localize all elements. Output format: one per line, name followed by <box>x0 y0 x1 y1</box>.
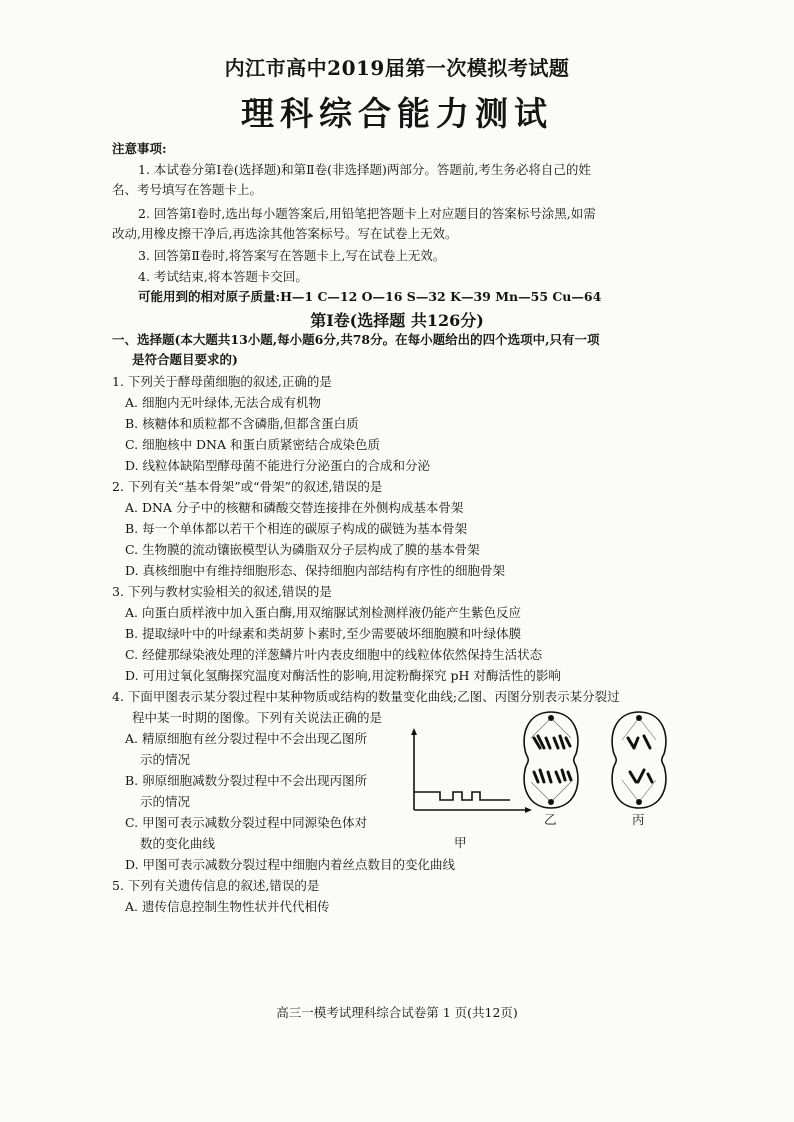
q1-option-d: D. 线粒体缺陷型酵母菌不能进行分泌蛋白的合成和分泌 <box>125 458 431 473</box>
spindle-fiber <box>551 782 571 802</box>
q3-option-a: A. 向蛋白质样液中加入蛋白酶,用双缩脲试剂检测样液仍能产生紫色反应 <box>125 605 521 620</box>
section-instruction-a: 一、选择题(本大题共13小题,每小题6分,共78分。在每小题给出的四个选项中,只有一项 <box>112 332 600 347</box>
q1-stem: 1. 下列关于酵母菌细胞的叙述,正确的是 <box>112 374 332 389</box>
centrosome <box>636 715 642 721</box>
chromosomes-bottom <box>630 770 652 782</box>
figure-yi-cell <box>516 708 586 812</box>
note-3: 3. 回答第Ⅱ卷时,将答案写在答题卡上,写在试卷上无效。 <box>138 248 446 263</box>
note-2a: 2. 回答第Ⅰ卷时,选出每小题答案后,用铅笔把答题卡上对应题目的答案标号涂黑,如需 <box>138 206 596 221</box>
q4-option-c-line2: 数的变化曲线 <box>140 836 216 851</box>
chromosomes-bottom <box>534 770 571 782</box>
spindle-fiber <box>531 718 551 738</box>
cell-membrane <box>524 712 578 808</box>
spindle-fiber <box>639 780 656 802</box>
q2-option-a: A. DNA 分子中的核糖和磷酸交替连接排在外侧构成基本骨架 <box>125 500 464 515</box>
q1-option-b: B. 核糖体和质粒都不含磷脂,但都含蛋白质 <box>125 416 359 431</box>
q3-stem: 3. 下列与教材实验相关的叙述,错误的是 <box>112 584 332 599</box>
q2-option-b: B. 每一个单体都以若干个相连的碳原子构成的碳链为基本骨架 <box>125 521 468 536</box>
chromosomes-top <box>628 736 650 748</box>
figure-jia-label: 甲 <box>454 835 467 850</box>
centrosome <box>548 799 554 805</box>
q5-stem: 5. 下列有关遗传信息的叙述,错误的是 <box>112 878 320 893</box>
note-4: 4. 考试结束,将本答题卡交回。 <box>138 269 308 284</box>
q4-option-a-line2: 示的情况 <box>140 752 191 767</box>
q4-option-a-line1: A. 精原细胞有丝分裂过程中不会出现乙图所 <box>125 731 367 746</box>
graph-curve <box>414 792 510 800</box>
q5-option-a: A. 遗传信息控制生物性状并代代相传 <box>125 899 330 914</box>
exam-title: 内江市高中2019届第一次模拟考试题 <box>224 56 570 80</box>
section-instruction-b: 是符合题目要求的) <box>132 352 238 367</box>
q3-option-c: C. 经健那绿染液处理的洋葱鳞片叶内表皮细胞中的线粒体依然保持生活状态 <box>125 647 543 662</box>
q4-stem-b: 程中某一时期的图像。下列有关说法正确的是 <box>132 710 383 725</box>
figure-bing-cell <box>604 708 674 812</box>
q3-option-b: B. 提取绿叶中的叶绿素和类胡萝卜素时,至少需要破坏细胞膜和叶绿体膜 <box>125 626 522 641</box>
q1-option-c: C. 细胞核中 DNA 和蛋白质紧密结合成染色质 <box>125 437 380 452</box>
chromosomes-top <box>534 736 570 748</box>
page-footer: 高三一模考试理科综合试卷第 1 页(共12页) <box>276 1005 518 1020</box>
note-2b: 改动,用橡皮擦干净后,再选涂其他答案标号。写在试卷上无效。 <box>112 226 458 241</box>
note-1a: 1. 本试卷分第Ⅰ卷(选择题)和第Ⅱ卷(非选择题)两部分。答题前,考生务必将自己的姓 <box>138 162 591 177</box>
graph-y-arrow <box>411 728 417 735</box>
spindle-fiber <box>531 782 551 802</box>
note-1b: 名、考号填写在答题卡上。 <box>112 182 263 197</box>
q4-option-c-line1: C. 甲图可表示减数分裂过程中同源染色体对 <box>125 815 368 830</box>
q4-option-d: D. 甲图可表示减数分裂过程中细胞内着丝点数目的变化曲线 <box>125 857 456 872</box>
figure-bing-label: 丙 <box>632 812 645 827</box>
q4-stem-a: 4. 下面甲图表示某分裂过程中某种物质或结构的数量变化曲线;乙图、丙图分别表示某分裂过 <box>112 689 620 704</box>
atomic-masses: 可能用到的相对原子质量:H—1 C—12 O—16 S—32 K—39 Mn—55 Cu—64 <box>138 289 602 304</box>
figure-yi-label: 乙 <box>544 812 557 827</box>
cell-membrane <box>612 712 666 808</box>
q1-option-a: A. 细胞内无叶绿体,无法合成有机物 <box>125 395 321 410</box>
q2-option-d: D. 真核细胞中有维持细胞形态、保持细胞内部结构有序性的细胞骨架 <box>125 563 506 578</box>
q4-option-b-line2: 示的情况 <box>140 794 191 809</box>
centrosome <box>636 799 642 805</box>
exam-subtitle: 理科综合能力测试 <box>241 94 553 133</box>
q3-option-d: D. 可用过氧化氢酶探究温度对酶活性的影响,用淀粉酶探究 pH 对酶活性的影响 <box>125 668 561 683</box>
centrosome <box>548 715 554 721</box>
spindle-fiber <box>622 718 639 740</box>
notes-heading: 注意事项: <box>112 141 167 156</box>
q2-option-c: C. 生物膜的流动镶嵌模型认为磷脂双分子层构成了膜的基本骨架 <box>125 542 480 557</box>
q2-stem: 2. 下列有关“基本骨架”或“骨架”的叙述,错误的是 <box>112 479 383 494</box>
q4-option-b-line1: B. 卵原细胞减数分裂过程中不会出现丙图所 <box>125 773 368 788</box>
spindle-fiber <box>639 718 656 740</box>
section-title: 第Ⅰ卷(选择题 共126分) <box>310 311 484 330</box>
